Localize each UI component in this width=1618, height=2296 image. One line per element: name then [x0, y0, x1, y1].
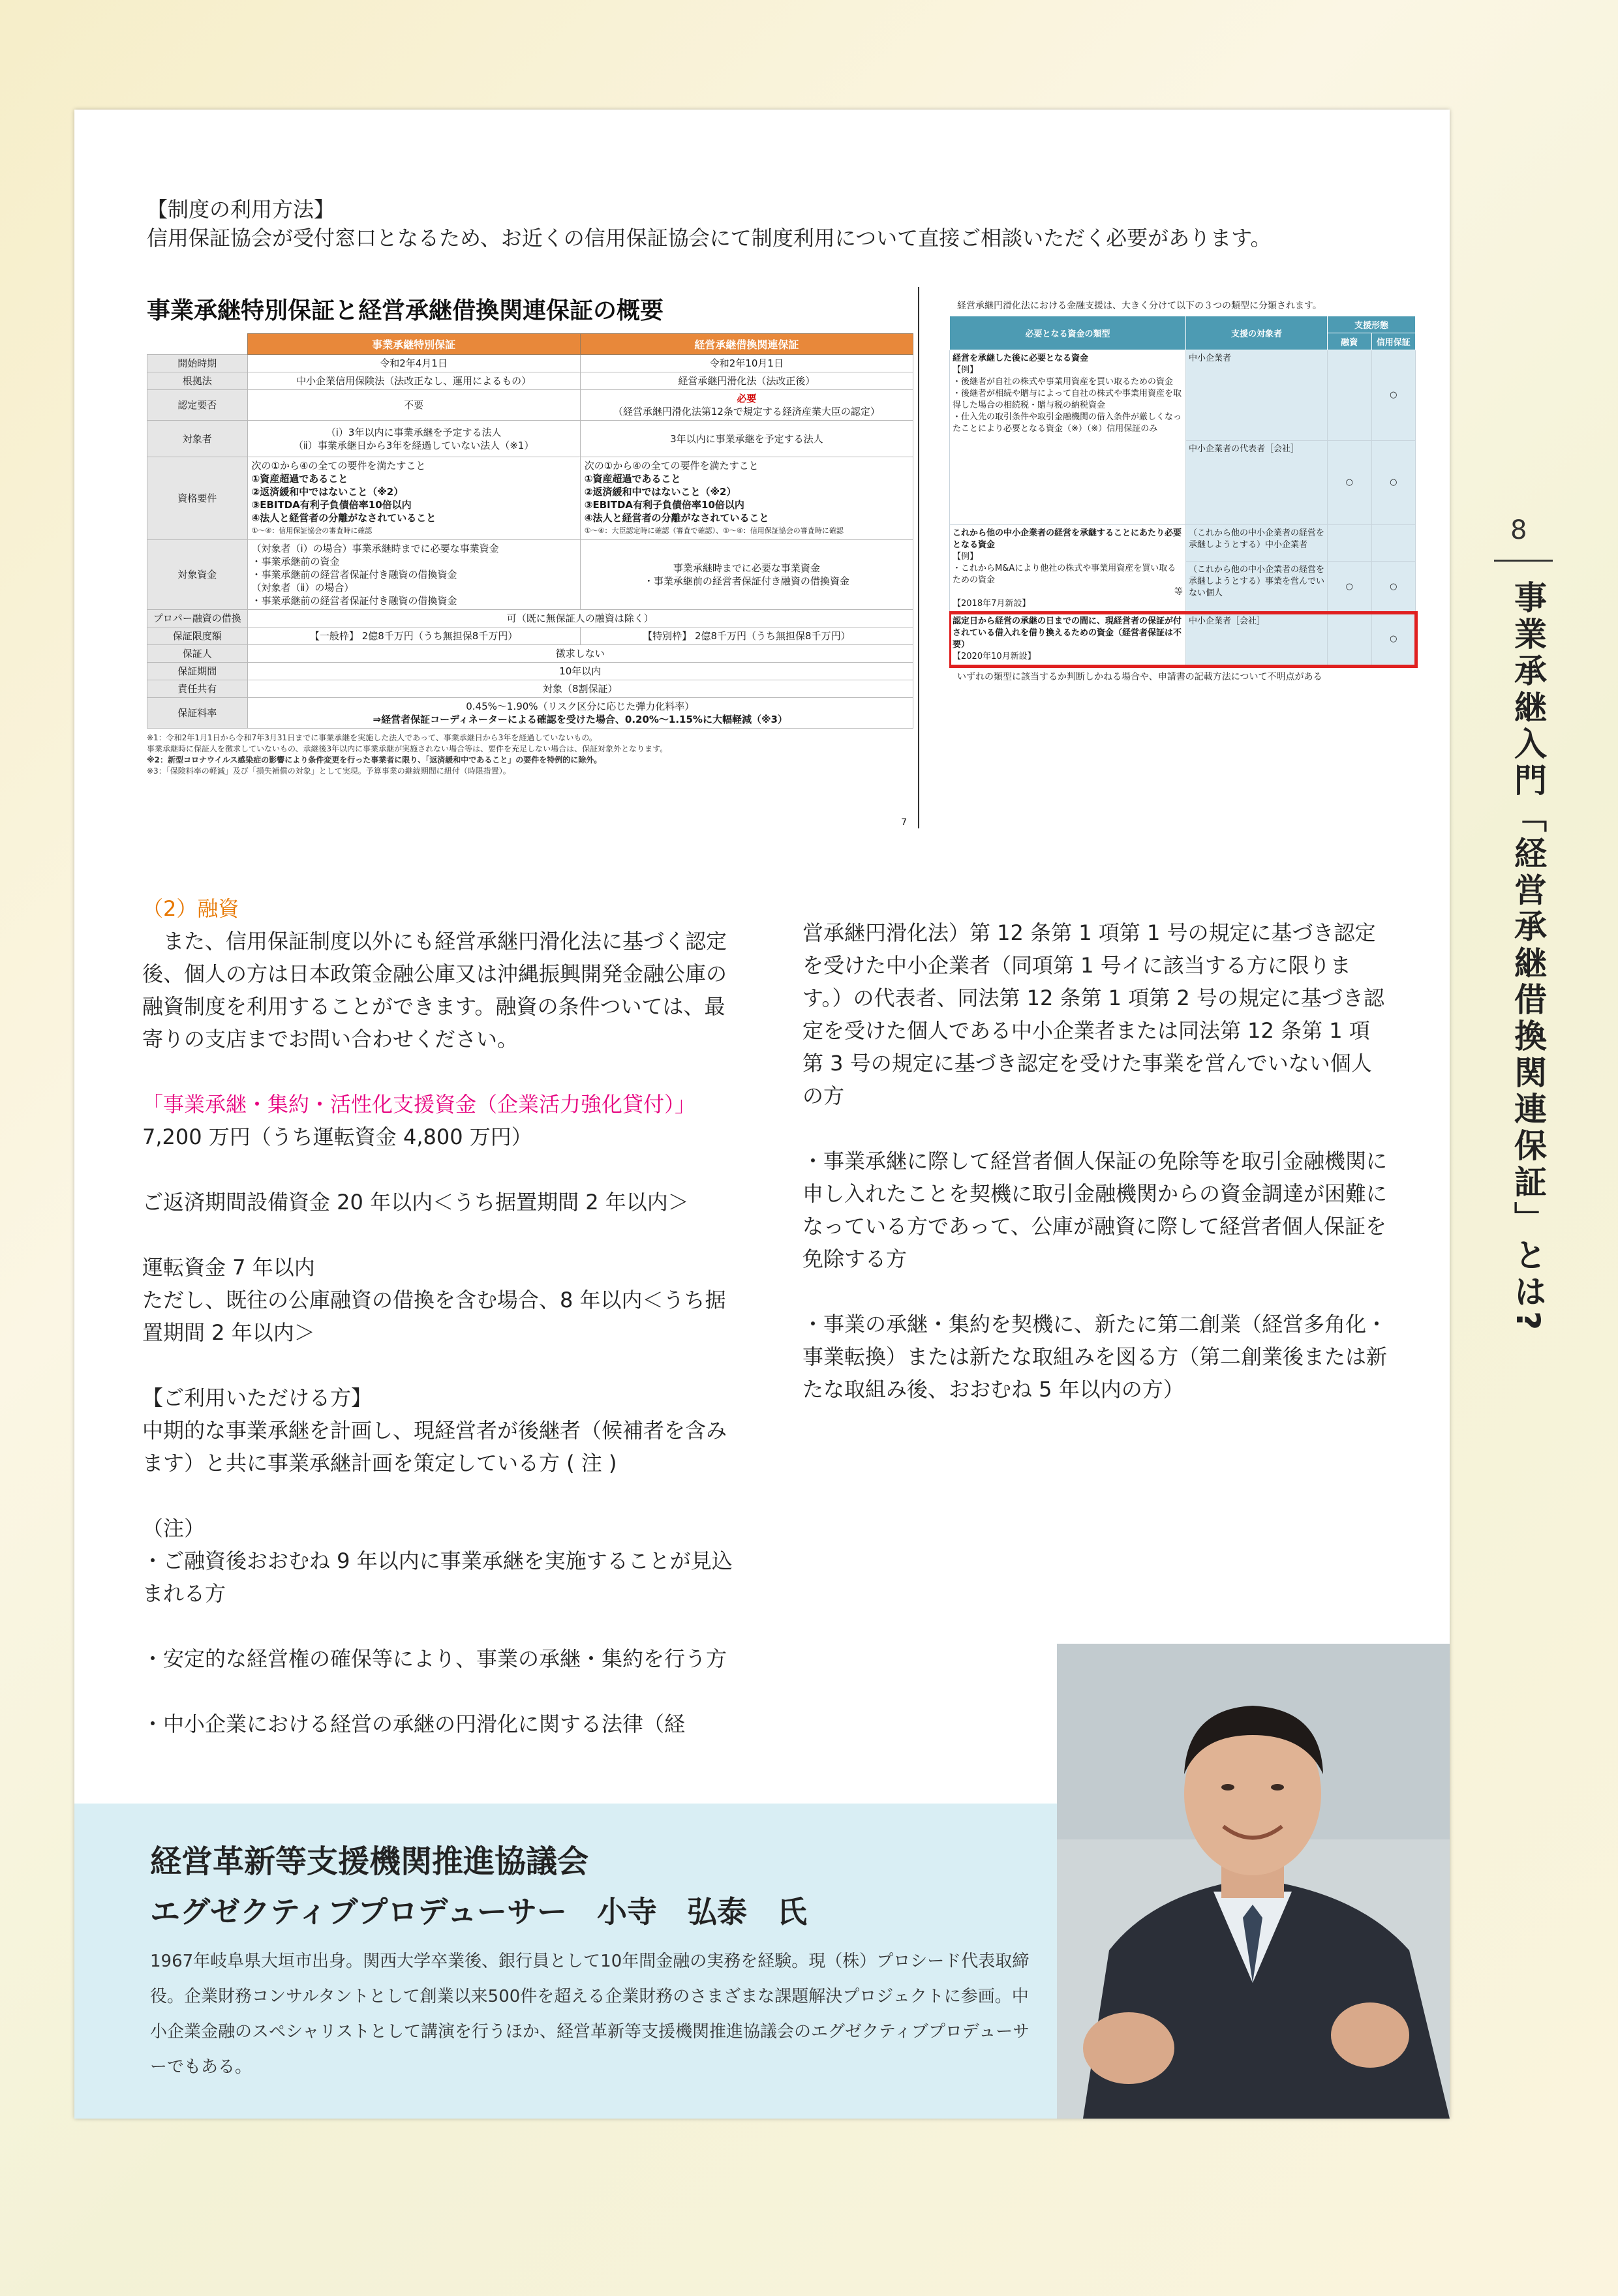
table-row: これから他の中小企業者の経営を承継することにあたり必要となる資金 【例】 ・これからM&Aにより他社の株式や事業用資産を買い取るための資金 等 【2018年7月新設】 （これから他の中小企業者の経営を承継しようとする）中小企業者 [950, 525, 1416, 562]
table-row: 保証料率 0.45%～1.90%（リスク区分に応じた弾力化料率） ⇒経営者保証コーディネーターによる確認を受けた場合、0.20%～1.15%に大幅軽減（※3） [147, 698, 913, 729]
usage-heading: 【制度の利用方法】 [147, 197, 335, 222]
types-footer: いずれの類型に該当するか判断しかねる場合や、申請書の記載方法について不明点がある [957, 672, 1322, 682]
loan-name: 「事業承継・集約・活性化支援資金（企業活力強化貸付）」 [142, 1092, 696, 1117]
note-item: ・事業承継に際して経営者個人保証の免除等を取引金融機関に申し入れたことを契機に取引金融機関からの資金調達が困難になっている方であって、公庫が融資に際して経営者個人保証を免除する方 [802, 1149, 1388, 1271]
working-period: 運転資金 7 年以内 [142, 1255, 315, 1280]
divider [1494, 560, 1553, 562]
table-row: 保証期間 10年以内 [147, 663, 913, 680]
overview-table-image [147, 287, 913, 832]
equipment-period: ご返済期間設備資金 20 年以内＜うち据置期間 2 年以内＞ [142, 1190, 689, 1215]
table-row: プロパー融資の借換 可（既に無保証人の融資は除く） [147, 610, 913, 627]
working-note: ただし、既往の公庫融資の借換を含む場合、8 年以内＜うち据置期間 2 年以内＞ [142, 1288, 726, 1345]
profile-name: エグゼクティブプロデューサー 小寺 弘泰 氏 [150, 1894, 807, 1929]
table-row: 根拠法 中小企業信用保険法（法改正なし、運用によるもの） 経営承継円滑化法（法改正後） [147, 372, 913, 390]
table-row: 保証人 徴求しない [147, 645, 913, 663]
body-right-column [802, 916, 1390, 1406]
table-row: 認定要否 不要 必要 （経営承継円滑化法第12条で規定する経済産業大臣の認定） [147, 390, 913, 421]
eligible-heading: 【ご利用いただける方】 [142, 1385, 373, 1410]
types-table-image [949, 287, 1419, 828]
loan-amount: 7,200 万円（うち運転資金 4,800 万円） [142, 1125, 532, 1149]
note-item: ・安定的な経営権の確保等により、事業の承継・集約を行う方 [142, 1646, 727, 1671]
table-row: 保証限度額 【一般枠】 2億8千万円（うち無担保8千万円） 【特別枠】 2億8千万円（うち無担保8千万円） [147, 627, 913, 645]
body-left-column [142, 892, 736, 1740]
portrait-photo [1057, 1644, 1450, 2119]
note-heading: （注） [142, 1516, 206, 1541]
note-continuation: 営承継円滑化法）第 12 条第 1 項第 1 号の規定に基づき認定を受けた中小企業者（同項第 1 号イに該当する方に限ります。）の代表者、同法第 12 条第 1 項第 2 号の規定に基づき認定を受けた個人である中小企業者または同法第 12 条第 1 項第 3 号の規定に基づき認定を受けた事業を営んでいない個人の方 [802, 920, 1384, 1108]
note-item: ・中小企業における経営の承継の円滑化に関する法律（経 [142, 1712, 686, 1736]
side-title: 事業承継入門「経営承継借換関連保証」とは? [1509, 581, 1547, 1335]
usage-text: 信用保証協会が受付窓口となるため、お近くの信用保証協会にて制度利用について直接ご相談いただく必要があります。 [147, 226, 1272, 250]
divider [918, 287, 919, 828]
note-item: ・ご融資後おおむね 9 年以内に事業承継を実施することが見込まれる方 [142, 1548, 733, 1606]
col-header-1: 事業承継特別保証 [247, 334, 580, 355]
portrait-image [1057, 1644, 1450, 2119]
types-table: 必要となる資金の類型 支援の対象者 支援形態 融資 信用保証 経営を承継した後に必要となる資金 【例】 ・後継者が自社の株式や事業用資産を買い取るための資金 ・後継者が相続や贈与によって自社の株式や事業用資産を取得した場合の相続税・贈与税の納税資金 ・仕入先の取引条件や取引金融機関の借入条件が厳しくなったことにより必要となる資金（※）（※）信用保証のみ 中小企業者 ○ 中小企業者の代表者［会社］ ○ ○ これから他の中小企業者の経営を承継することにあたり必要となる資金 【例】 ・これからM&Aにより他社の株式や事業用資産を買い取るための資金 等 【2018年7月新設】 （これから他の中小企業者の経営を承継しようとする）中小企業者 （これから他の中小企業者の経営を承継しようとする）事業を営んでいない個人 ○ ○ 認定日から経営の承継の日までの間に、現経営者の保証が付されている借入れを借り換えるための資金（経営者保証は不要） 【2020年10月新設】 中小企業者［会社］ ○ [949, 316, 1416, 666]
note-item: ・事業の承継・集約を契機に、新たに第二創業（経営多角化・事業転換）または新たな取組みを図る方（第二創業後または新たな取組み後、おおむね 5 年以内の方） [802, 1312, 1388, 1402]
col-header-2: 経営承継借換関連保証 [580, 334, 913, 355]
overview-table [147, 333, 913, 729]
overview-title: 事業承継特別保証と経営承継借換関連保証の概要 [147, 297, 664, 324]
table-row: 開始時期 令和2年4月1日 令和2年10月1日 [147, 355, 913, 372]
overview-page-number: 7 [901, 817, 907, 828]
table-row: 資格要件 次の①から④の全ての要件を満たすこと ①資産超過であること ②返済緩和中ではないこと（※2） ③EBITDA有利子負債倍率10倍以内 ④法人と経営者の分離がなされていること ①～④：信用保証協会の審査時に確認 次の①から④の全ての要件を満たすこと ①資産超過であること ②返済緩和中ではないこと（※2） ③EBITDA有利子負債倍率10倍以内 ④法人と経営者の分離がなされていること ①～④：大臣認定時に確認（審査で確認）、①～④：信用保証協会の審査時に確認 [147, 457, 913, 540]
types-caption: 経営承継円滑化法における金融支援は、大きく分けて以下の３つの類型に分類されます。 [957, 301, 1322, 311]
page-number: 8 [1510, 515, 1527, 545]
finance-intro: また、信用保証制度以外にも経営承継円滑化法に基づく認定後、個人の方は日本政策金融公庫又は沖縄振興開発金融公庫の融資制度を利用することができます。融資の条件ついては、最寄りの支店までお問い合わせください。 [142, 929, 727, 1051]
overview-notes: ※1：令和2年1月1日から令和7年3月31日までに事業承継を実施した法人であって、事業承継日から3年を経過していないもの。 事業承継時に保証人を徴求していないもの、承継後3年以内に事業承継が実施されない場合等は、要件を充足しない場合は、保証対象外となります。 ※2：新型コロナウイルス感染症の影響により条件変更を行った事業者に限り、「返済緩和中であること」の要件を特例的に除外。 ※3：「保険料率の軽減」及び「損失補償の対象」として実現。予算事業の継続期間に紐付（時限措置）。 [147, 733, 668, 776]
highlighted-row: 認定日から経営の承継の日までの間に、現経営者の保証が付されている借入れを借り換えるための資金（経営者保証は不要） 【2020年10月新設】 中小企業者［会社］ ○ [950, 613, 1416, 666]
profile-bio: 1967年岐阜県大垣市出身。関西大学卒業後、銀行員として10年間金融の実務を経験。現（株）プロシード代表取締役。企業財務コンサルタントとして創業以来500件を超える企業財務のさまざまな課題解決プロジェクトに参画。中小企業金融のスペシャリストとして講演を行うほか、経営革新等支援機関推進協議会のエグゼクティブプロデューサーでもある。 [150, 1952, 1030, 2077]
eligible-text: 中期的な事業承継を計画し、現経営者が後継者（候補者を含みます）と共に事業承継計画を策定している方 ( 注 ) [142, 1418, 727, 1475]
table-row: 経営を承継した後に必要となる資金 【例】 ・後継者が自社の株式や事業用資産を買い取るための資金 ・後継者が相続や贈与によって自社の株式や事業用資産を取得した場合の相続税・贈与税の納税資金 ・仕入先の取引条件や取引金融機関の借入条件が厳しくなったことにより必要となる資金（※）（※）信用保証のみ 中小企業者 ○ [950, 350, 1416, 441]
finance-heading: （2）融資 [142, 896, 239, 921]
profile-org: 経営革新等支援機関推進協議会 [150, 1843, 589, 1880]
table-row: 対象者 （ⅰ）3年以内に事業承継を予定する法人 （ⅱ）事業承継日から3年を経過していない法人（※1） 3年以内に事業承継を予定する法人 [147, 421, 913, 457]
table-row: 責任共有 対象（8割保証） [147, 680, 913, 698]
table-row: （これから他の中小企業者の経営を承継しようとする）事業を営んでいない個人 ○ ○ [950, 562, 1416, 613]
table-row: 中小企業者の代表者［会社］ ○ ○ [950, 441, 1416, 525]
table-row: 対象資金 （対象者（ⅰ）の場合）事業承継時までに必要な事業資金 ・事業承継前の資金 ・事業承継前の経営者保証付き融資の借換資金 （対象者（ⅱ）の場合） ・事業承継前の経営者保証付き融資の借換資金 事業承継時までに必要な事業資金 ・事業承継前の経営者保証付き融資の借換資金 [147, 540, 913, 610]
